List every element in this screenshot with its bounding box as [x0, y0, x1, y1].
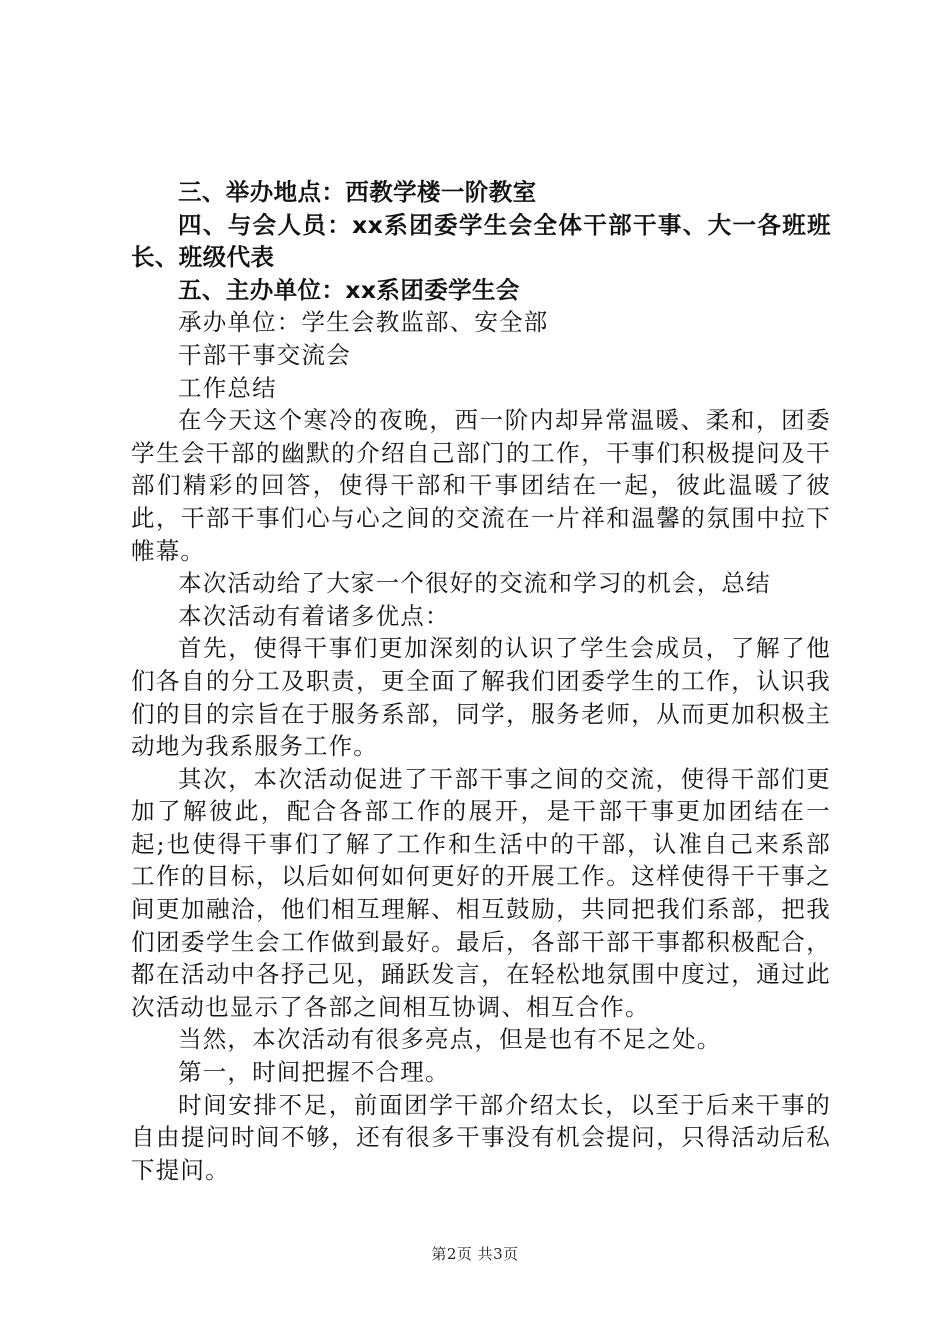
paragraph-venue: 三、举办地点：西教学楼一阶教室 — [178, 178, 537, 206]
paragraph-shortcomings-intro: 当然，本次活动有很多亮点，但是也有不足之处。 — [178, 1025, 722, 1054]
paragraph-co-organizer: 承办单位：学生会教监部、安全部 — [178, 308, 549, 337]
paragraph-shortcoming-one: 第一，时间把握不合理。 — [178, 1058, 450, 1087]
paragraph-summary-heading: 工作总结 — [178, 373, 277, 402]
paragraph-summary-intro: 本次活动给了大家一个很好的交流和学习的机会，总结 — [178, 569, 771, 598]
paragraph-first-point: 首先，使得干事们更加深刻的认识了学生会成员，了解了他们各自的分工及职责，更全面了解我们团委学生的工作，认识我们的目的宗旨在于服务系部，同学，服务老师，从而更加积极主动地为我系服务工作。 — [131, 634, 831, 761]
paragraph-opening: 在今天这个寒冷的夜晚，西一阶内却异常温暖、柔和，团委学生会干部的幽默的介绍自己部门的工作，干事们积极提问及干部们精彩的回答，使得干部和干事团结在一起，彼此温暖了彼此，干部干事们心与心之间的交流在一片祥和温馨的氛围中拉下帷幕。 — [131, 406, 831, 565]
paragraph-organizer: 五、主办单位：xx系团委学生会 — [178, 275, 520, 304]
page-footer: 第2页 共3页 — [431, 1245, 519, 1263]
document-body — [131, 176, 831, 1186]
paragraph-second-point: 其次，本次活动促进了干部干事之间的交流，使得干部们更加了解彼此，配合各部工作的展开，是干部干事更加团结在一起;也使得干事们了解了工作和生活中的干部，认准自己来系部工作的目标，以后如何如何更好的开展工作。这样使得干干事之间更加融洽，他们相互理解、相互鼓励，共同把我们系部，把我们团委学生会工作做到最好。最后，各部干部干事都积极配合，都在活动中各抒己见，踊跃发言，在轻松地氛围中度过，通过此次活动也显示了各部之间相互协调、相互合作。 — [131, 764, 831, 1021]
paragraph-time-issue: 时间安排不足，前面团学干部介绍太长，以至于后来干事的自由提问时间不够，还有很多干事没有机会提问，只得活动后私下提问。 — [131, 1090, 831, 1184]
paragraph-advantages-intro: 本次活动有着诸多优点： — [178, 601, 450, 630]
paragraph-event-title: 干部干事交流会 — [178, 340, 351, 369]
paragraph-attendees: 四、与会人员：xx系团委学生会全体干部干事、大一各班班长、班级代表 — [131, 210, 831, 272]
